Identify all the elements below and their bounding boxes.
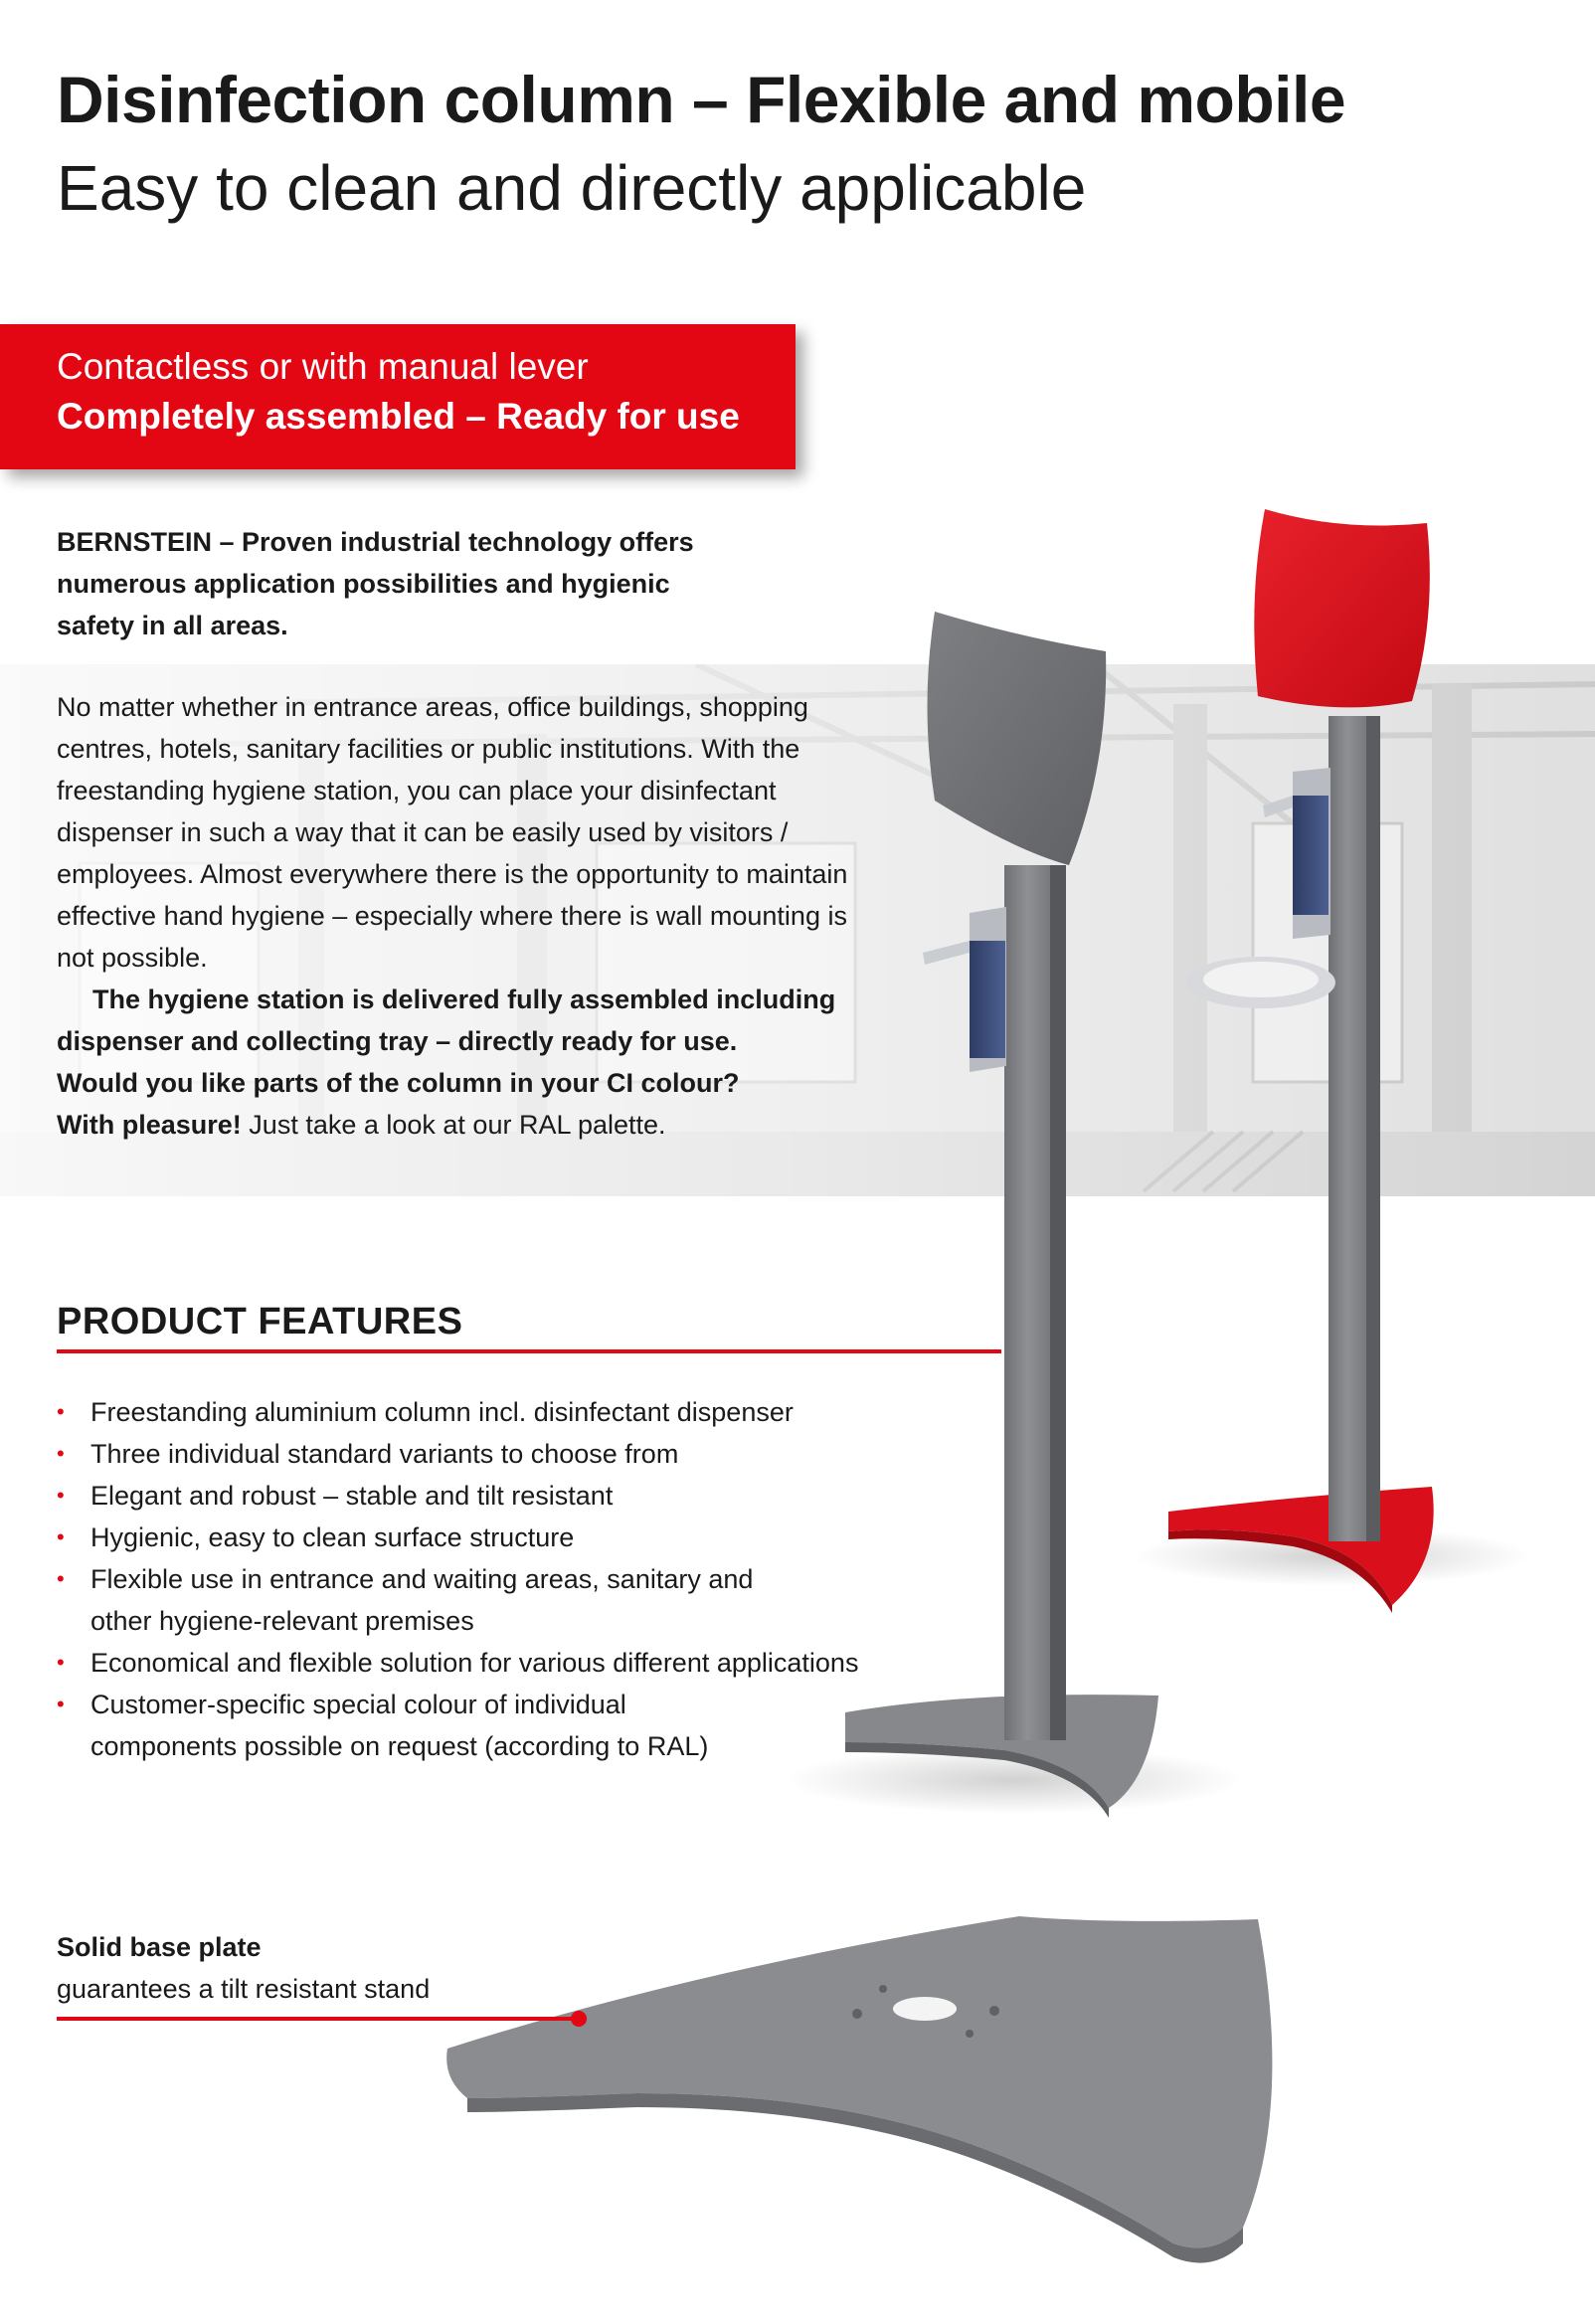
bullet-icon: • bbox=[57, 1692, 65, 1716]
list-item: • Three individual standard variants to choose from bbox=[57, 1433, 952, 1475]
bullet-icon: • bbox=[57, 1650, 65, 1675]
intro-paragraph: No matter whether in entrance areas, office buildings, shopping centres, hotels, sanitary facilities or public institutions. With the freestanding hygiene station, you can place your disinfectant dispenser in such a way that it can be easily used by visitors / employees. Almost everywhere there is the opportunity to maintain effective hand hygiene – especially where there is wall mounting is not possible. bbox=[57, 692, 848, 973]
list-item: • Hygienic, easy to clean surface structure bbox=[57, 1517, 952, 1558]
features-title: PRODUCT FEATURES bbox=[57, 1301, 463, 1342]
bullet-icon: • bbox=[57, 1441, 65, 1466]
intro-lead: BERNSTEIN – Proven industrial technology offers numerous application possibilities and hygienic safety in all areas. bbox=[57, 527, 694, 640]
bullet-icon: • bbox=[57, 1399, 65, 1424]
list-item: • Flexible use in entrance and waiting areas, sanitary and other hygiene-relevant premises bbox=[57, 1558, 787, 1642]
intro-answer-rest: Just take a look at our RAL palette. bbox=[241, 1110, 666, 1140]
intro-body bbox=[57, 686, 872, 1146]
page-subtitle: Easy to clean and directly applicable bbox=[57, 152, 1087, 224]
bullet-icon: • bbox=[57, 1566, 65, 1591]
intro-answer-bold: With pleasure! bbox=[57, 1110, 242, 1140]
features-rule bbox=[57, 1349, 1001, 1353]
list-item: • Elegant and robust – stable and tilt resistant bbox=[57, 1475, 952, 1517]
list-item: • Economical and flexible solution for various different applications bbox=[57, 1642, 952, 1684]
banner-line-1: Contactless or with manual lever bbox=[57, 346, 589, 387]
page-title: Disinfection column – Flexible and mobile bbox=[57, 63, 1346, 136]
banner-line-2: Completely assembled – Ready for use bbox=[57, 396, 740, 437]
intro-question: Would you like parts of the column in your CI colour? bbox=[57, 1068, 740, 1098]
base-plate-subtitle: guarantees a tilt resistant stand bbox=[57, 1974, 431, 2004]
intro-answer bbox=[57, 1104, 872, 1146]
red-banner bbox=[0, 324, 796, 469]
bullet-icon: • bbox=[57, 1483, 65, 1508]
list-item: • Freestanding aluminium column incl. disinfectant dispenser bbox=[57, 1391, 952, 1433]
list-item: • Customer-specific special colour of individual components possible on request (according to RAL) bbox=[57, 1684, 767, 1767]
bullet-icon: • bbox=[57, 1524, 65, 1549]
intro-bold-sentence: The hygiene station is delivered fully assembled including dispenser and collecting tray – directly ready for use. bbox=[57, 984, 836, 1056]
base-plate-title: Solid base plate bbox=[57, 1932, 262, 1962]
base-plate-leader-dot bbox=[571, 2011, 587, 2027]
base-plate-illustration bbox=[446, 1916, 1272, 2263]
features-list bbox=[57, 1391, 952, 1767]
